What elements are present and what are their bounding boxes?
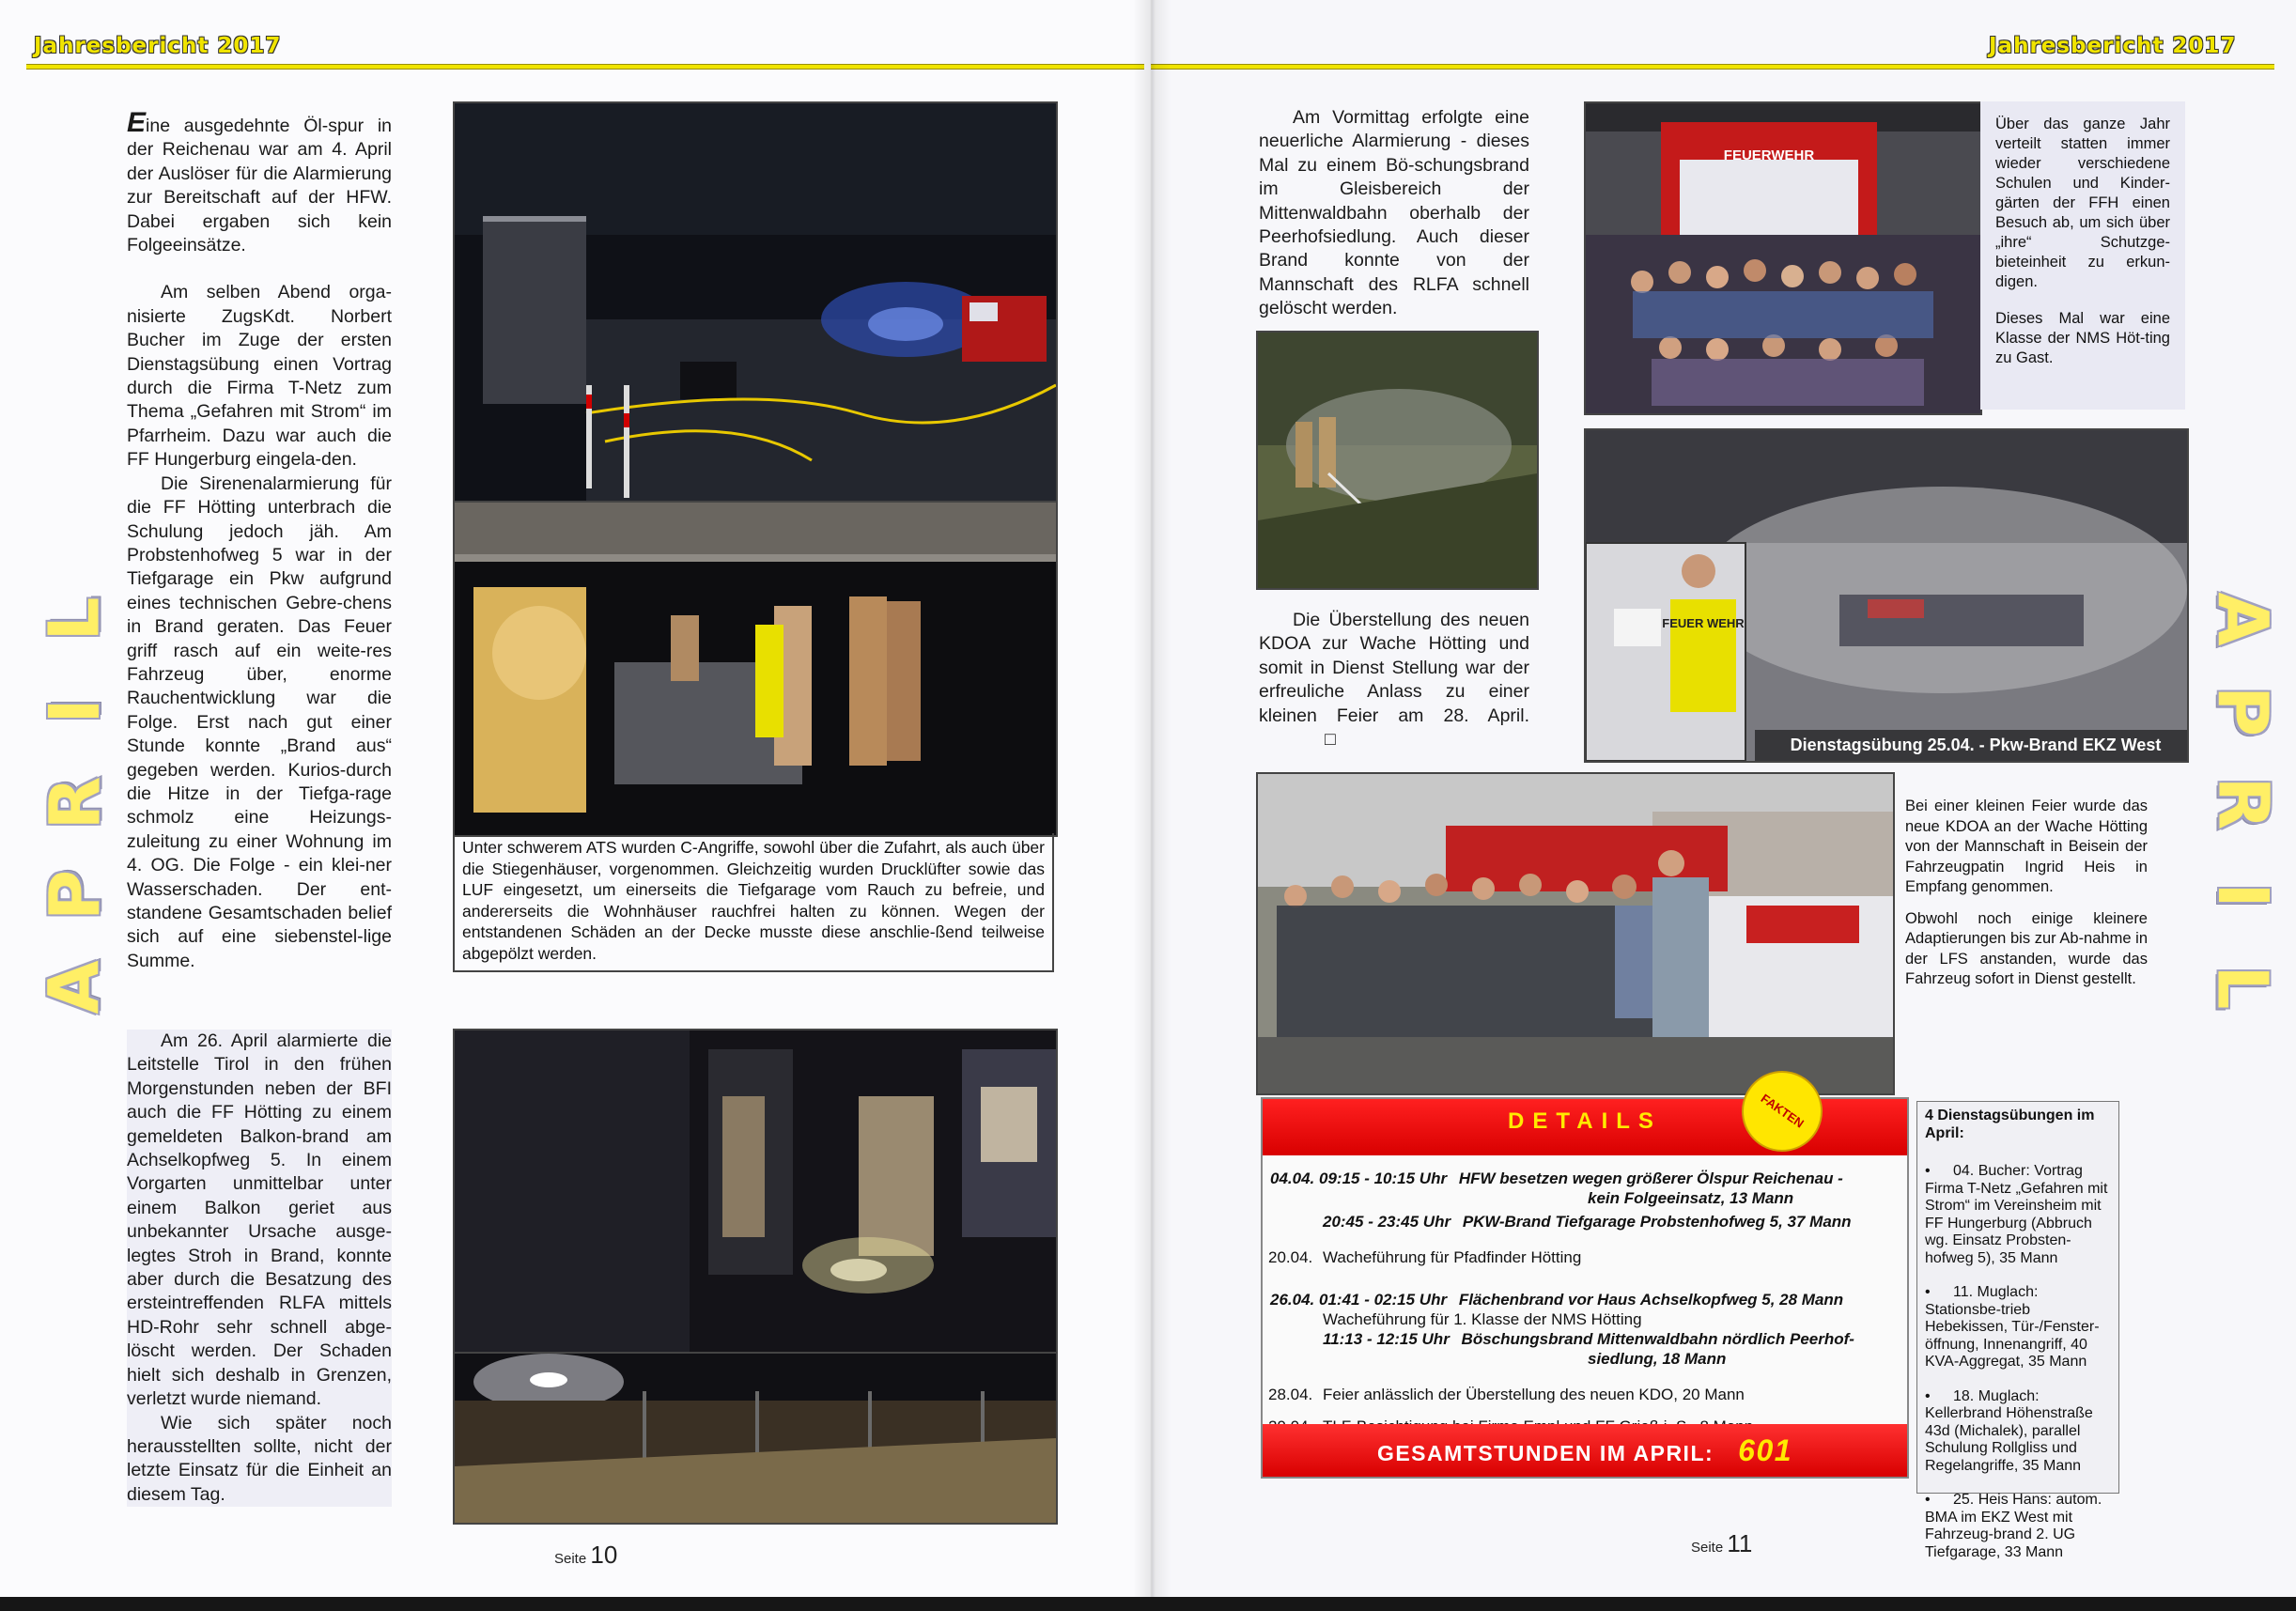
photo-school-visit bbox=[1584, 101, 1982, 415]
details-row: 26.04. 01:41 - 02:15 Uhr Flächenbrand vor Haus Achselkopfweg 5, 28 Mann bbox=[1270, 1291, 1844, 1309]
article-text-embankment-fire: Am Vormittag erfolgte eine neuerliche Alarmierung - dieses Mal zu einem Bö-schungsbrand im Gleisbereich der Mittenwaldbahn oberhalb der Peerhofsiedlung. Auch dieser Brand konnte von der Mannschaft des RLFA schnell gelöscht werden. bbox=[1259, 107, 1529, 319]
page-10 bbox=[0, 0, 1151, 1597]
caption-kdoa-celebration: Bei einer kleinen Feier wurde das neue KDOA an der Wache Hötting von der Mannschaft in Beisein der Fahrzeugpatin Ingrid Heis in Empfang genommen. Obwohl noch einige kleinere Adaptierungen bis zur Ab-nahme in der LFS anstanden, wurde das Fahrzeug sofort in Dienst gestellt. bbox=[1905, 798, 2148, 987]
photo-embankment-fire bbox=[1256, 331, 1539, 590]
photo-garden-night bbox=[453, 1352, 1058, 1525]
details-row-cont: kein Folgeeinsatz, 13 Mann bbox=[1588, 1189, 1794, 1207]
photo-garage-firefighters bbox=[453, 501, 1058, 837]
details-title: DETAILS bbox=[1263, 1099, 1907, 1155]
fakten-badge: FAKTEN bbox=[1726, 1055, 1838, 1168]
photo-caption-garage: Unter schwerem ATS wurden C-Angriffe, sowohl über die Zufahrt, als auch über die Stiegenhäuser, vorgenommen. Gleichzeitig wurden Drucklüfter sowie das LUF eingesetzt, um einerseits die Tiefgarage vom Rauch zu befreie, und andererseits die Wohnhäuser rauchfrei halten zu können. Wegen der entstandenen Schäden an der Decke musste diese anschlie-ßend teilweise abgepölzt werden. bbox=[453, 833, 1054, 972]
page-number-right: Seite 11 bbox=[1691, 1529, 1753, 1557]
photo-night-fire-scene bbox=[453, 101, 1058, 504]
photo-balcony-fire bbox=[453, 1029, 1058, 1355]
details-row: 20:45 - 23:45 Uhr PKW-Brand Tiefgarage Probstenhofweg 5, 37 Mann bbox=[1323, 1213, 1852, 1231]
article-text-kdoa: Die Überstellung des neuen KDOA zur Wache Hötting und somit in Dienst Stellung war der erfreuliche Anlass zu einer kleinen Feier am 28. April. □ bbox=[1259, 610, 1529, 751]
month-label-right: A P R I L bbox=[2201, 592, 2283, 1010]
running-title-right: Jahresbericht 2017 bbox=[1989, 34, 2237, 58]
vest-label-text: FEUER WEHR bbox=[1662, 616, 1745, 630]
details-row: 28.04. Feier anlässlich der Überstellung des neuen KDO, 20 Mann bbox=[1268, 1386, 1745, 1403]
caption-school-visit: Über das ganze Jahr verteilt statten immer wieder verschiedene Schulen und Kinder-gärten der FFH einen Besuch ab, um sich über „ihre“ Schutzge-bieteinheit zu erkun-digen. Dieses Mal war eine Klasse der NMS Höt-ting zu Gast. bbox=[1980, 101, 2185, 410]
list-item: • 25. Heis Hans: autom. BMA im EKZ West mit Fahrzeug-brand 2. UG Tiefgarage, 33 Mann bbox=[1925, 1492, 2102, 1560]
month-label-left: L I R P A bbox=[34, 596, 116, 1015]
details-row-cont: siedlung, 18 Mann bbox=[1588, 1350, 1727, 1368]
details-row: 11:13 - 12:15 Uhr Böschungsbrand Mittenwaldbahn nördlich Peerhof- bbox=[1323, 1330, 1854, 1348]
total-hours-value: 601 bbox=[1738, 1433, 1793, 1467]
sidebox-title: 4 Dienstagsübungen im April: bbox=[1925, 1108, 2095, 1141]
photo-kdoa-celebration bbox=[1256, 772, 1895, 1095]
details-row: 20.04. Wacheführung für Pfadfinder Hötting bbox=[1268, 1248, 1582, 1266]
header-rule-right bbox=[1151, 64, 2274, 70]
details-box bbox=[1261, 1091, 1909, 1479]
details-row: 04.04. 09:15 - 10:15 Uhr HFW besetzen wegen größerer Ölspur Reichenau - bbox=[1270, 1170, 1843, 1187]
dienstagsuebungen-box bbox=[1916, 1101, 2119, 1560]
details-row: Wacheführung für 1. Klasse der NMS Hötting bbox=[1323, 1310, 1642, 1328]
list-item: • 18. Muglach: Kellerbrand Höhenstraße 43d (Michalek), parallel Schulung Rollgliss und Regelangriffe, 35 Mann bbox=[1925, 1387, 2093, 1474]
page-number-left: Seite 10 bbox=[554, 1541, 618, 1569]
list-item: • 04. Bucher: Vortrag Firma T-Netz „Gefahren mit Strom“ im Vereinsheim mit FF Hungerburg (Abbruch wg. Einsatz Probsten-hofweg 5), 35 Mann bbox=[1925, 1163, 2108, 1266]
exercise-banner: Dienstagsübung 25.04. - Pkw-Brand EKZ West bbox=[1755, 730, 2189, 761]
header-rule-left bbox=[26, 64, 1144, 70]
running-title-left: Jahresbericht 2017 bbox=[34, 34, 282, 58]
photo-exercise-pkw-brand bbox=[1584, 428, 2189, 763]
list-item: • 11. Muglach: Stationsbe-trieb Hebekissen, Tür-/Fenster-öffnung, Innenangriff, 40 KVA-Aggregat, 35 Mann bbox=[1925, 1284, 2100, 1370]
article-column-2: Am 26. April alarmierte die Leitstelle Tirol in den frühen Morgenstunden neben der BFI auch die FF Hötting zu einem gemeldeten Balkon-brand am Achselkopfweg 5. In einem Vorgarten unmittelbar unter einem Balkon geriet aus unbekannter Ursache ausge-legtes Stroh in Brand, konnte aber durch die Besatzung des ersteintreffenden RLFA mittels HD-Rohr sehr schnell abge-löscht werden. Der Schaden hielt sich deshalb in Grenzen, verletzt wurde niemand. Wie sich später noch herausstellten sollte, nicht der letzte Einsatz für die Einheit an diesem Tag. bbox=[127, 1030, 392, 1507]
total-hours-bar: GESAMTSTUNDEN IM APRIL: 601 bbox=[1263, 1424, 1907, 1477]
article-column-1: Eine ausgedehnte Öl-spur in der Reichenau war am 4. April der Auslöser für die Alarmierung zur Bereitschaft auf der HFW. Dabei ergaben sich kein Folgeeinsätze. Am selben Abend orga-nisierte ZugsKdt. Norbert Bucher im Zuge der ersten Dienstagsübung einen Vortrag durch die Firma T-Netz zum Thema „Gefahren mit Strom“ im Pfarrheim. Dazu war auch die FF Hungerburg eingela-den. Die Sirenenalarmierung für die FF Hötting unterbrach die Schulung jedoch jäh. Am Probstenhofweg 5 war in der Tiefgarage ein Pkw aufgrund eines technischen Gebre-chens in Brand geraten. Das Feuer griff rasch auf ein weite-res Fahrzeug über, enorme Rauchentwicklung war die Folge. Erst nach gut einer Stunde konnte „Brand aus“ gegeben werden. Kurios-durch die Hitze in der Tiefga-rage schmolz eine Heizungs-zuleitung zu einer Wohnung im 4. OG. Die Folge - ein klei-ner Wasserschaden. Der ent-standene Gesamtschaden belief sich auf eine siebenstel-lige Summe. bbox=[127, 107, 392, 971]
binding-gutter bbox=[1133, 0, 1171, 1597]
truck-label-text: FEUERWEHR bbox=[1723, 147, 1815, 163]
